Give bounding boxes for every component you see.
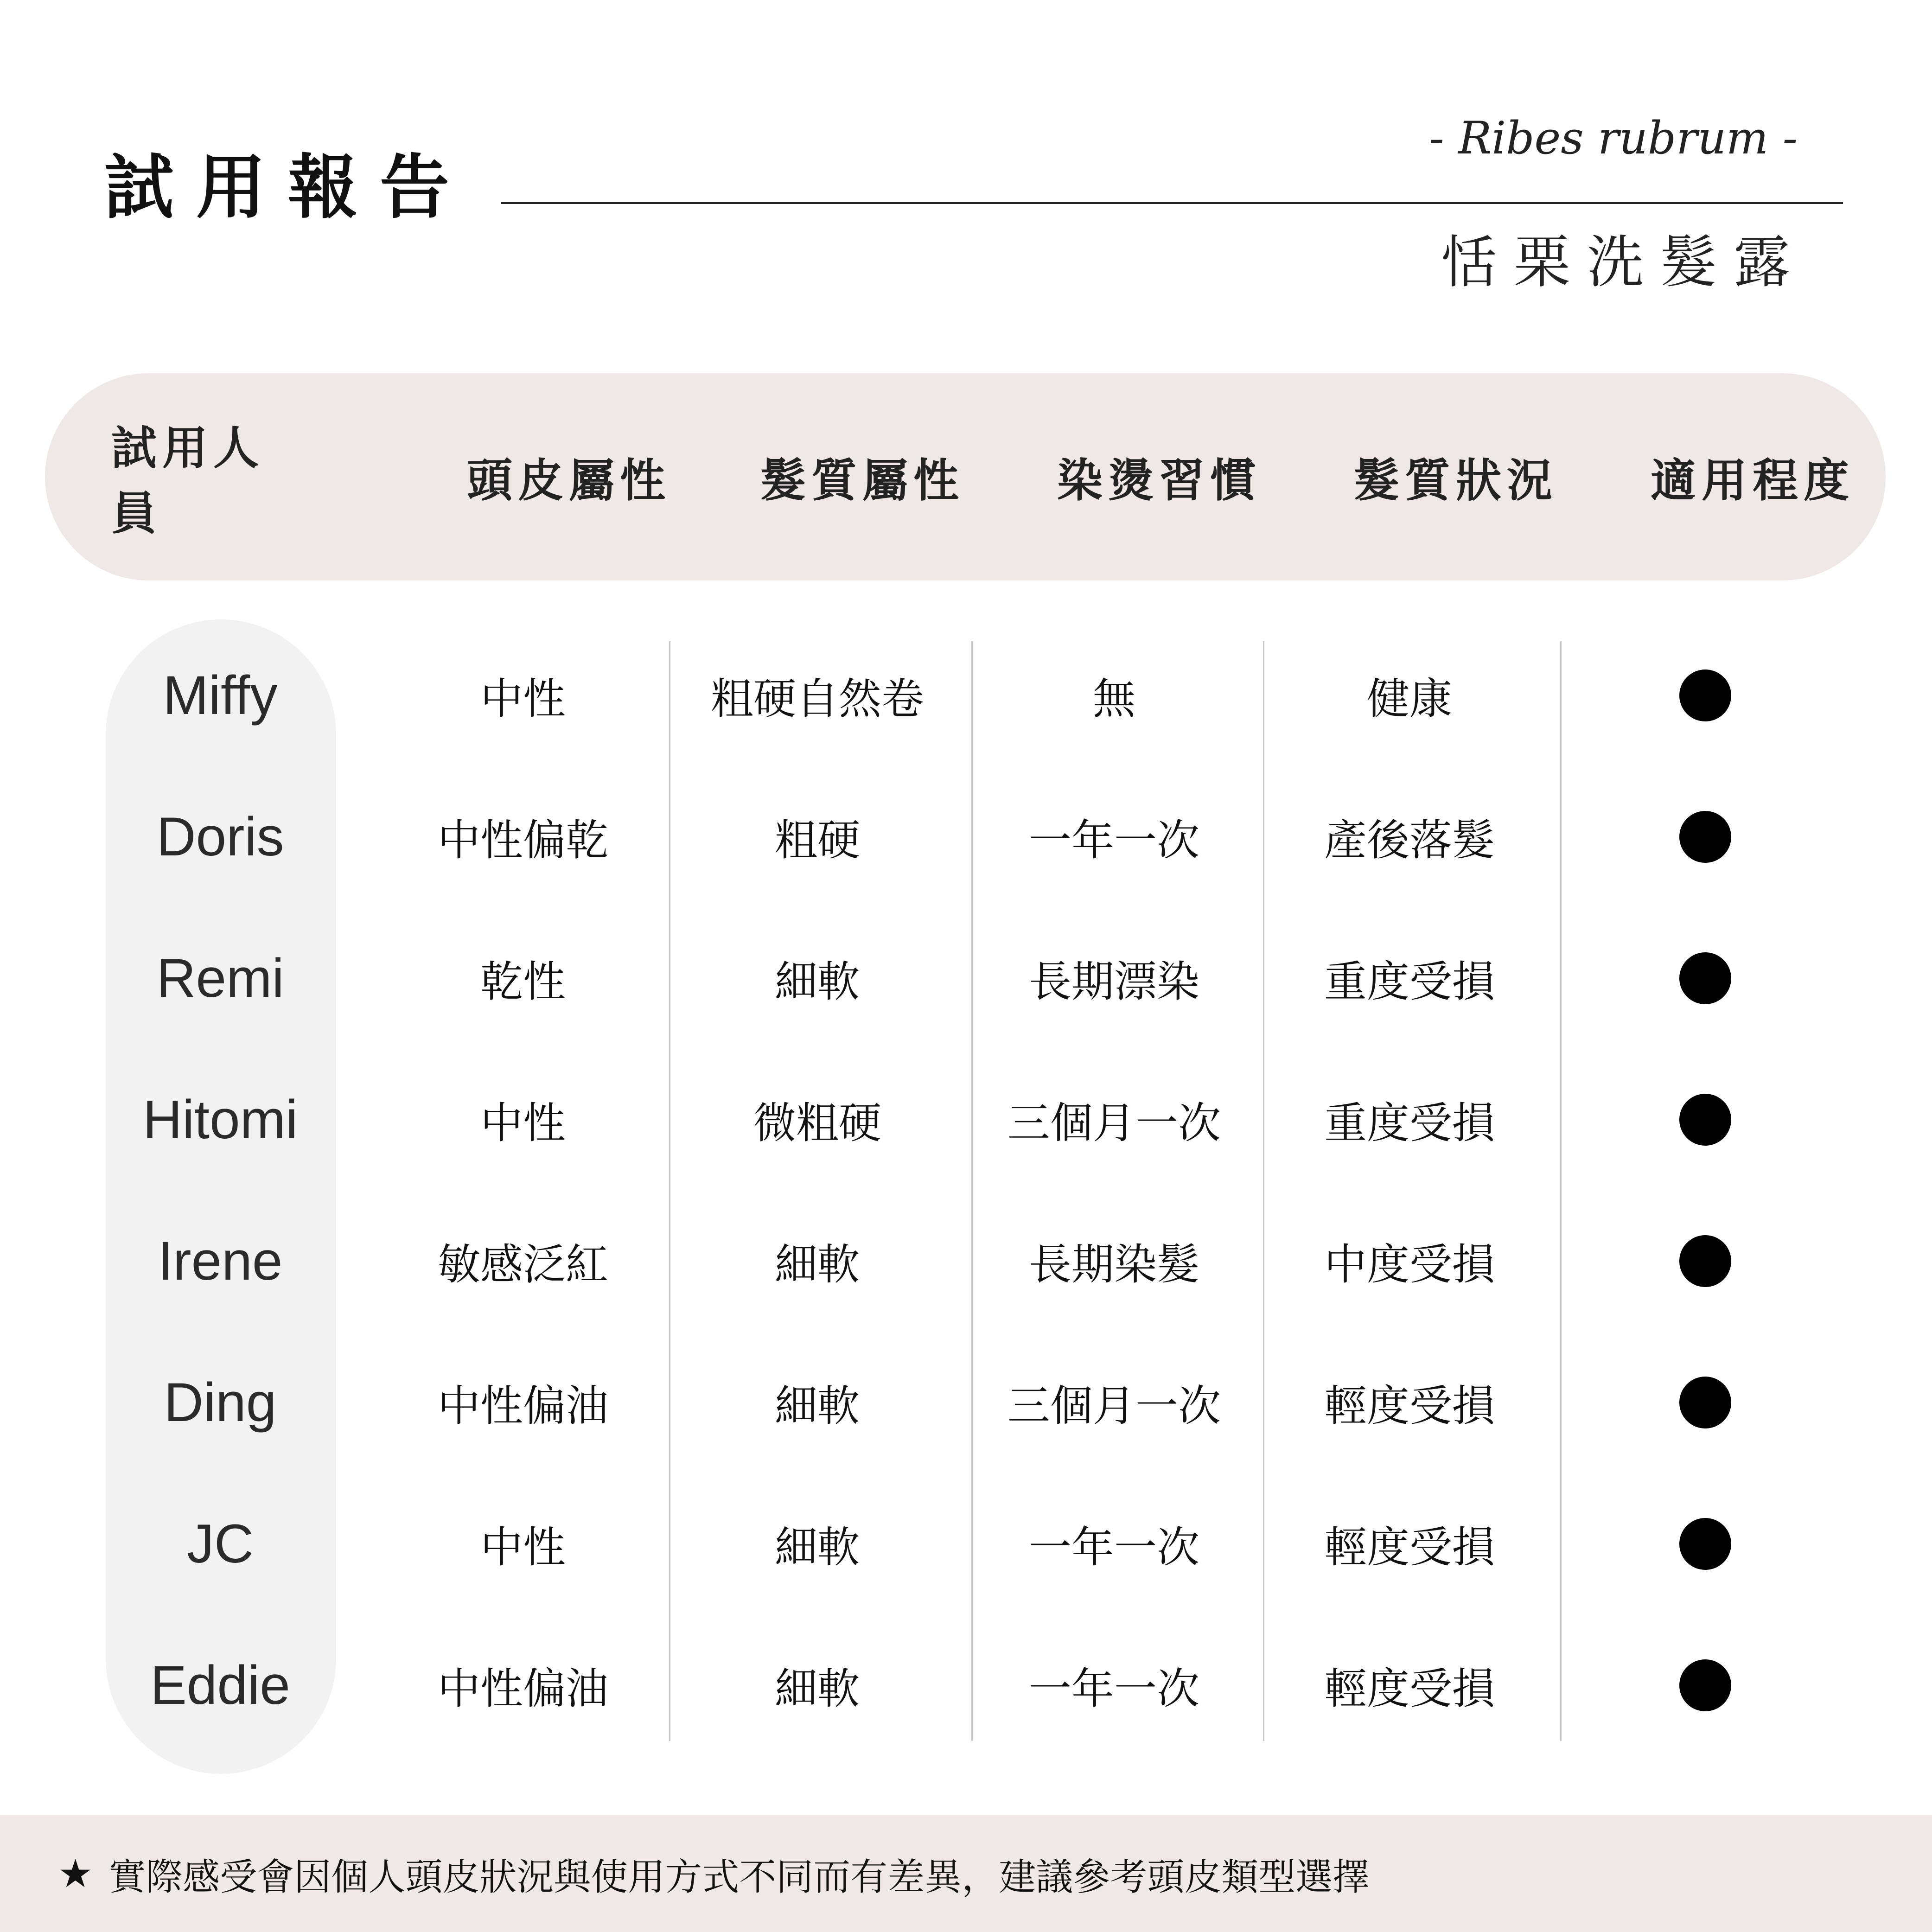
hair-type: 粗硬自然卷 [710,674,924,724]
suitability-dot-icon [1679,1094,1731,1146]
title-divider [501,202,1843,204]
hair-condition: 重度受損 [1324,957,1495,1007]
star-icon: ★ [58,1851,93,1896]
suitability-dot-icon [1679,1377,1731,1428]
scalp-type: 中性 [480,1523,566,1572]
dye-habit: 一年一次 [1028,1664,1199,1714]
tester-name: Ding [164,1372,277,1433]
tester-name: Doris [156,806,284,867]
footer-band [0,1815,1932,1932]
column-header-hair-condition: 髮質狀況 [1353,454,1558,507]
dye-habit: 長期染髮 [1028,1240,1199,1289]
hair-type: 細軟 [774,1664,860,1714]
tester-name: Irene [158,1231,283,1292]
latin-name: - Ribes rubrum - [1429,112,1798,164]
scalp-type: 中性 [480,674,566,724]
scalp-type: 敏感泛紅 [437,1240,608,1289]
tester-name: Remi [156,948,284,1009]
column-divider [971,641,973,1741]
dye-habit: 長期漂染 [1028,957,1199,1007]
table-header-bar [45,373,1886,580]
scalp-type: 乾性 [480,957,566,1007]
column-divider [1560,641,1562,1741]
hair-type: 粗硬 [774,816,860,865]
footnote-text: 實際感受會因個人頭皮狀況與使用方式不同而有差異，建議參考頭皮類型選擇 [108,1855,1370,1899]
dye-habit: 無 [1092,674,1135,724]
tester-name: JC [186,1513,254,1575]
suitability-dot-icon [1679,811,1731,863]
suitability-dot-icon [1679,952,1731,1004]
hair-condition: 輕度受損 [1324,1523,1495,1572]
scalp-type: 中性 [480,1098,566,1148]
scalp-type: 中性偏油 [437,1381,608,1431]
dye-habit: 一年一次 [1028,1523,1199,1572]
suitability-dot-icon [1679,1659,1731,1711]
tester-name: Eddie [150,1655,290,1716]
tester-name: Miffy [163,665,278,726]
column-header-tester: 試用人員 [111,421,265,540]
hair-type: 細軟 [774,1240,860,1289]
scalp-type: 中性偏油 [437,1664,608,1714]
hair-condition: 輕度受損 [1324,1381,1495,1431]
hair-condition: 重度受損 [1324,1098,1495,1148]
hair-type: 細軟 [774,1381,860,1431]
column-header-scalp: 頭皮屬性 [466,454,671,507]
column-header-dye-habit: 染燙習慣 [1057,454,1261,507]
column-divider [1263,641,1264,1741]
tester-name: Hitomi [142,1089,298,1150]
suitability-dot-icon [1679,670,1731,721]
hair-type: 微粗硬 [753,1098,881,1148]
column-header-hair-type: 髮質屬性 [760,454,964,507]
column-header-suitability: 適用程度 [1650,454,1855,507]
dye-habit: 三個月一次 [1007,1381,1221,1431]
hair-condition: 輕度受損 [1324,1664,1495,1714]
hair-condition: 產後落髮 [1324,816,1495,865]
scalp-type: 中性偏乾 [437,816,608,865]
footnote [58,1815,1370,1932]
column-divider [669,641,670,1741]
hair-type: 細軟 [774,957,860,1007]
hair-condition: 健康 [1366,674,1452,724]
dye-habit: 一年一次 [1028,816,1199,865]
page-title: 試用報告 [104,147,472,228]
hair-condition: 中度受損 [1324,1240,1495,1289]
suitability-dot-icon [1679,1518,1731,1570]
dye-habit: 三個月一次 [1007,1098,1221,1148]
suitability-dot-icon [1679,1235,1731,1287]
product-name: 恬栗洗髮露 [1441,230,1807,295]
hair-type: 細軟 [774,1523,860,1572]
